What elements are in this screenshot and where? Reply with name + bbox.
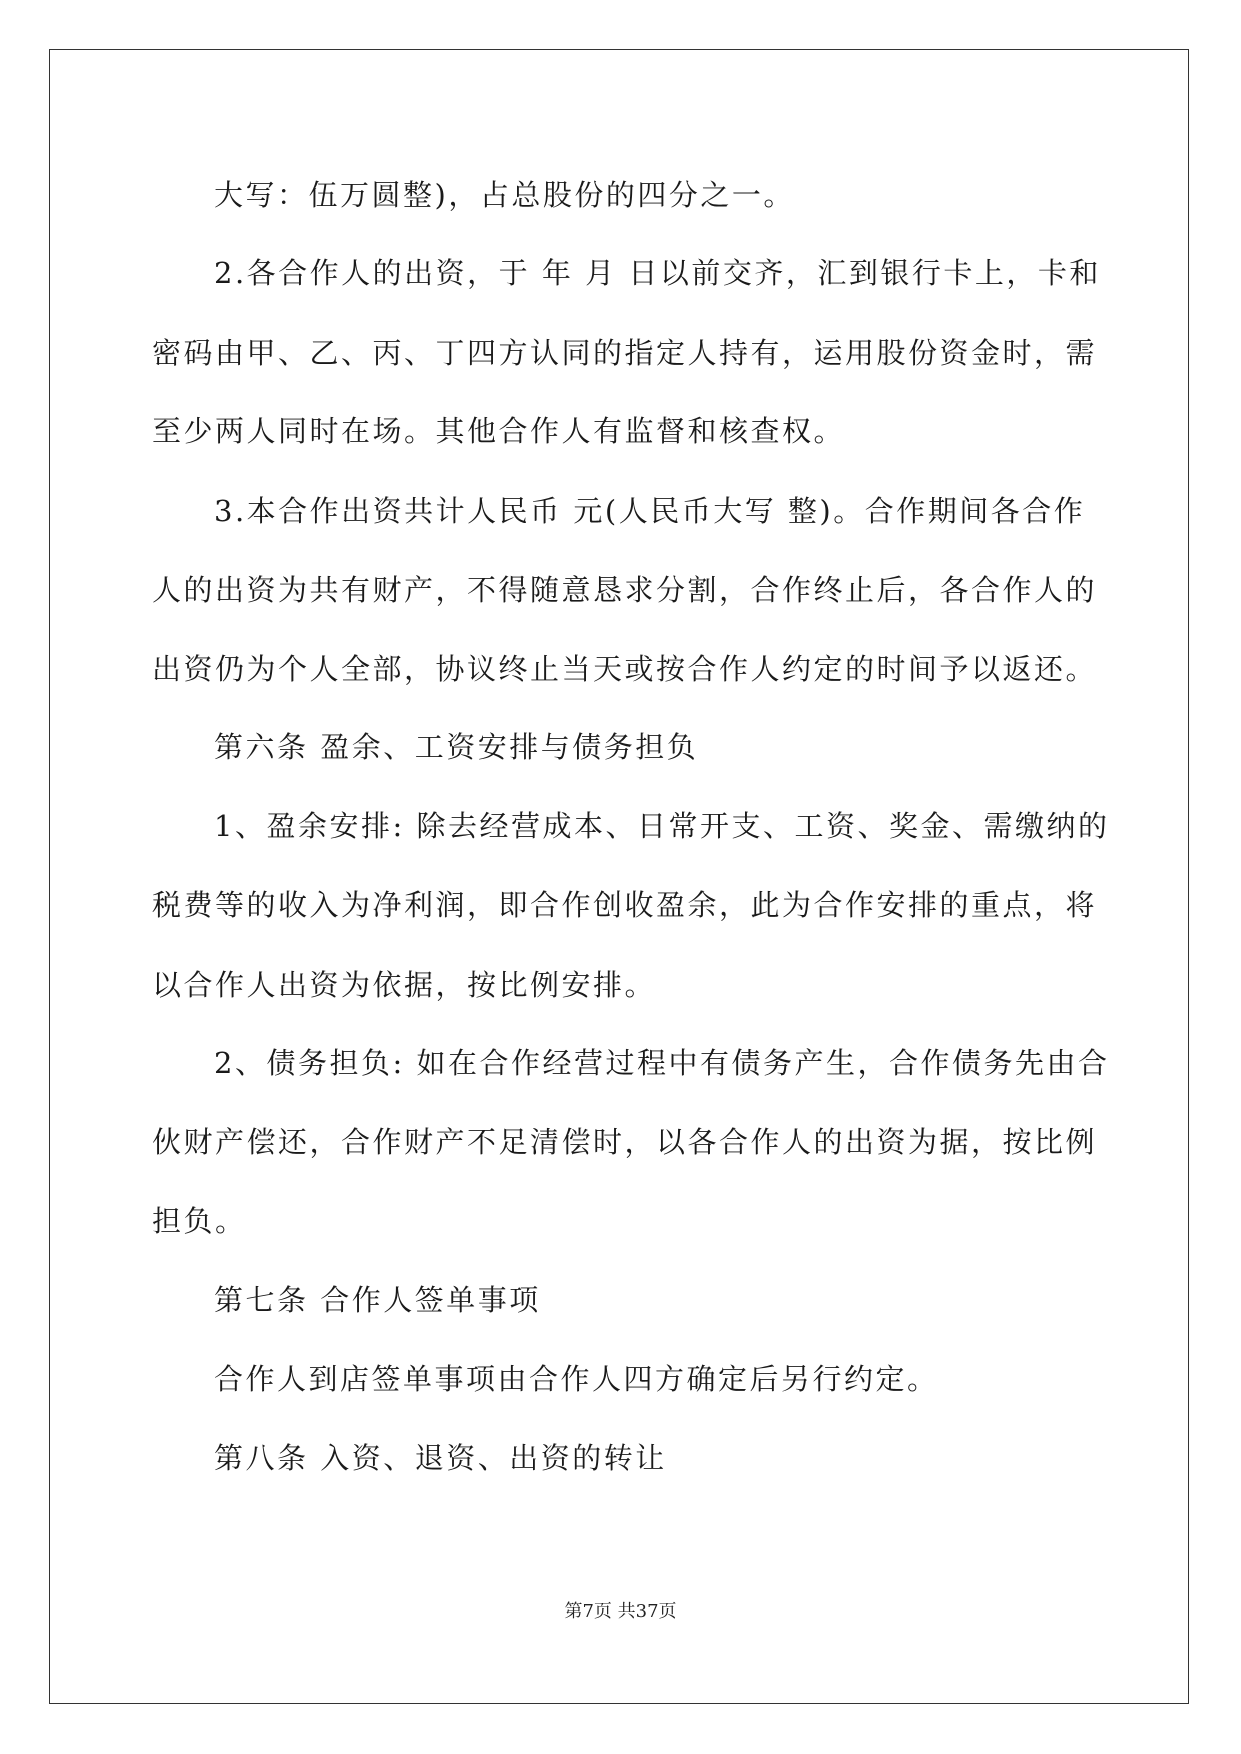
text-line: 2.各合作人的出资，于 年 月 日以前交齐，汇到银行卡上，卡和 bbox=[214, 256, 1101, 290]
page-number-footer: 第7页 共37页 bbox=[564, 1601, 677, 1622]
section-heading: 第七条 合作人签单事项 bbox=[214, 1283, 541, 1317]
text-line: 3.本合作出资共计人民币 元(人民币大写 整)。合作期间各合作 bbox=[214, 494, 1086, 528]
text-line: 以合作人出资为依据，按比例安排。 bbox=[152, 968, 657, 1002]
text-line: 2、债务担负: 如在合作经营过程中有债务产生，合作债务先由合 bbox=[214, 1046, 1110, 1080]
text-line: 人的出资为共有财产，不得随意恳求分割，合作终止后，各合作人的 bbox=[152, 573, 1098, 607]
text-line: 合作人到店签单事项由合作人四方确定后另行约定。 bbox=[214, 1362, 939, 1396]
text-line: 担负。 bbox=[152, 1204, 247, 1238]
section-heading: 第六条 盈余、工资安排与债务担负 bbox=[214, 730, 699, 764]
text-line: 1、盈余安排: 除去经营成本、日常开支、工资、奖金、需缴纳的 bbox=[214, 809, 1110, 843]
text-line: 至少两人同时在场。其他合作人有监督和核查权。 bbox=[152, 414, 846, 448]
text-line: 密码由甲、乙、丙、丁四方认同的指定人持有，运用股份资金时，需 bbox=[152, 336, 1098, 370]
text-line: 大写：伍万圆整)，占总股份的四分之一。 bbox=[214, 178, 795, 212]
text-line: 伙财产偿还，合作财产不足清偿时，以各合作人的出资为据，按比例 bbox=[152, 1125, 1098, 1159]
text-line: 税费等的收入为净利润，即合作创收盈余，此为合作安排的重点，将 bbox=[152, 888, 1098, 922]
section-heading: 第八条 入资、退资、出资的转让 bbox=[214, 1441, 667, 1475]
text-line: 出资仍为个人全部，协议终止当天或按合作人约定的时间予以返还。 bbox=[152, 652, 1098, 686]
